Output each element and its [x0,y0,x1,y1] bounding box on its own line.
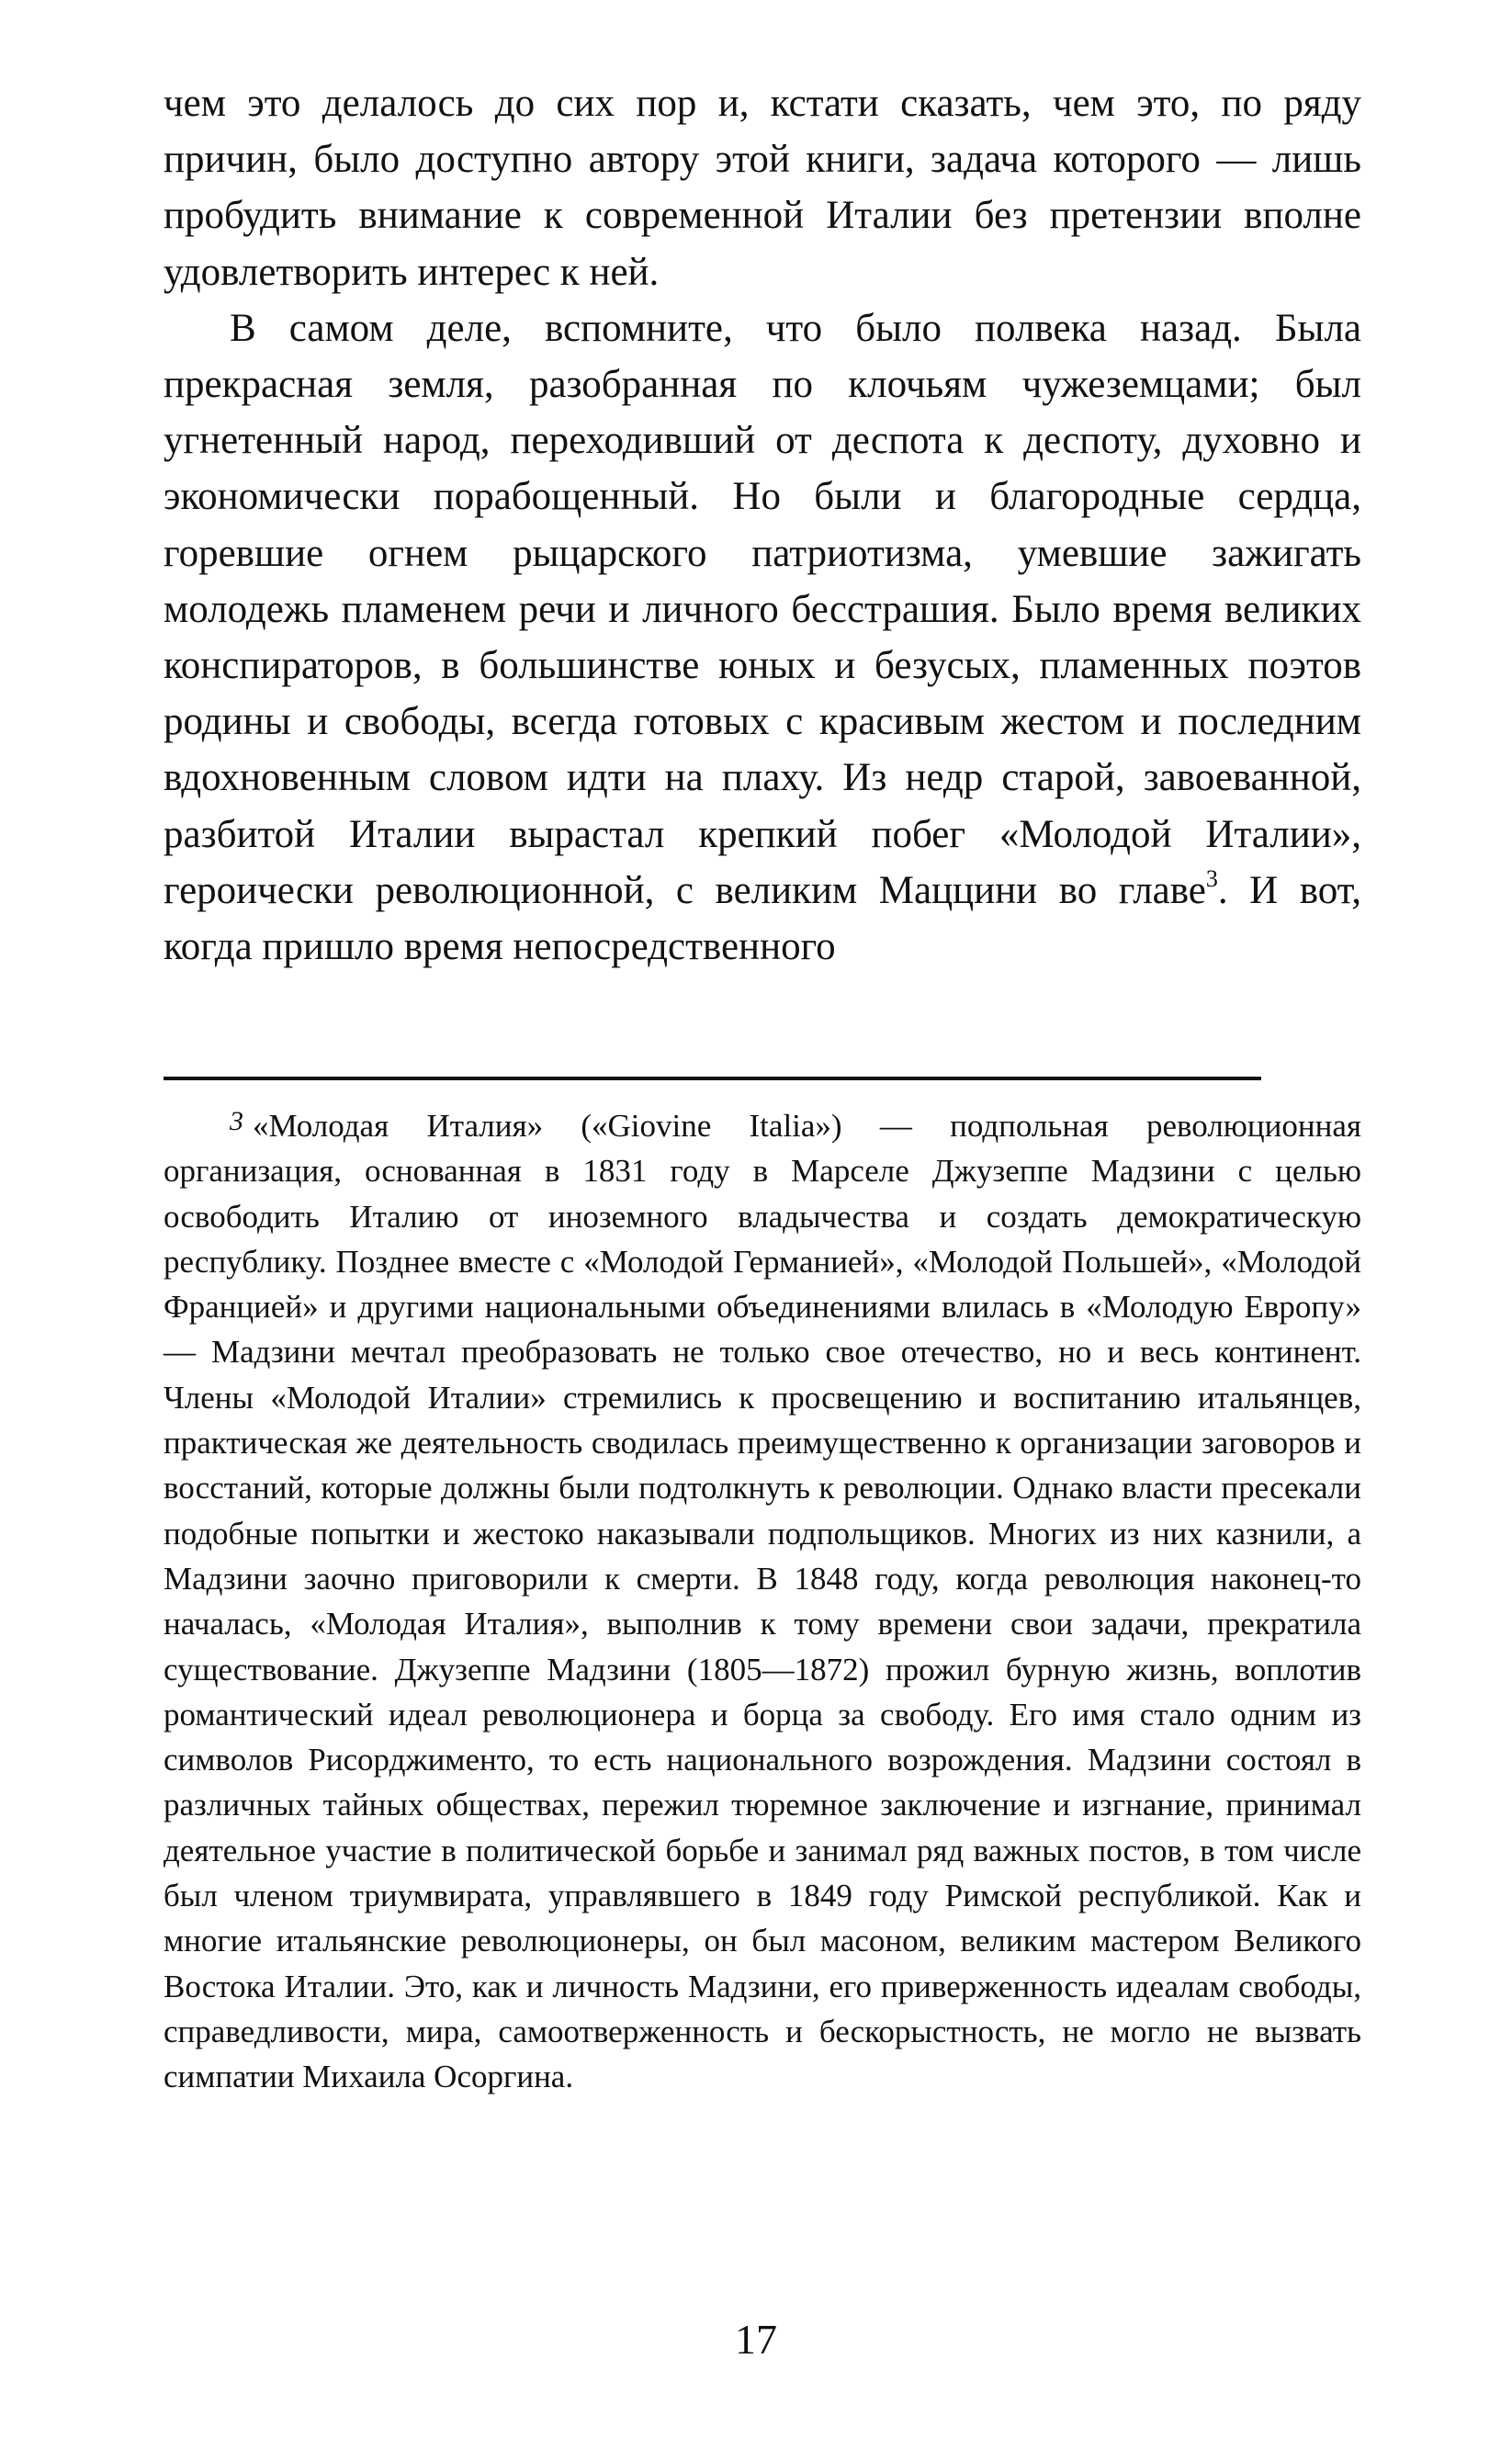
body-paragraph-2-text: В самом деле, вспомните, что было полвека назад. Была прекрасная земля, разобранная по клочьям чужеземцами; был угнетенный народ, переходивший от деспота к деспоту, духовно и экономически порабощенный. Но были и благородные сердца, горевшие огнем рыцарского патриотизма, умевшие зажигать молодежь пламенем речи и личного бесстрашия. Было время великих конспираторов, в большинстве юных и безусых, пламенных поэтов родины и свободы, всегда готовых с красивым жестом и последним вдохновенным словом идти на плаху. Из недр старой, завоеванной, разбитой Италии вырастал крепкий побег «Молодой Италии», героически революционной, с великим Маццини во главе [164,306,1361,912]
body-paragraph-1: чем это делалось до сих пор и, кстати сказать, чем это, по ряду причин, было доступно автору этой книги, задача которого — лишь пробудить внимание к современной Италии без претензии вполне удовлетворить интерес к ней. [164,82,1361,294]
footnote [164,1099,1361,2100]
footnote-reference[interactable]: 3 [1205,864,1218,892]
body-paragraph-2-tail: . И вот, когда пришло время непосредственного [164,868,1361,969]
page-number: 17 [735,2316,777,2363]
footnote-text: «Молодая Италия» («Giovine Italia») — подпольная революционная организация, основанная в 1831 году в Марселе Джузеппе Мадзини с целью освободить Италию от иноземного владычества и создать демократическую республику. Позднее вместе с «Молодой Германией», «Молодой Польшей», «Молодой Францией» и другими национальными объединениями влилась в «Молодую Европу» — Мадзини мечтал преобразовать не только свое отечество, но и весь континент. Члены «Молодой Италии» стремились к просвещению и воспитанию итальянцев, практическая же деятельность сводилась преимущественно к организации заговоров и восстаний, которые должны были подтолкнуть к революции. Однако власти пресекали подобные попытки и жестоко наказывали подпольщиков. Многих из них казнили, а Мадзини заочно приговорили к смерти. В 1848 году, когда революция наконец-то началась, «Молодая Италия», выполнив к тому времени свои задачи, прекратила существование. Джузеппе Мадзини (1805—1872) прожил бурную жизнь, воплотив романтический идеал революционера и борца за свободу. Его имя стало одним из символов Рисорджименто, то есть национального возрождения. Мадзини состоял в различных тайных обществах, пережил тюремное заключение и изгнание, принимал деятельное участие в политической борьбе и занимал ряд важных постов, в том числе был членом триумвирата, управлявшего в 1849 году Римской республикой. Как и многие итальянские революционеры, он был масоном, великим мастером Великого Востока Италии. Это, как и личность Мадзини, его приверженность идеалам свободы, справедливости, мира, самоотверженность и бескорыстность, не могло не вызвать симпатии Михаила Осоргина. [164,1108,1361,2095]
body-paragraph-2 [164,300,1361,975]
footnote-marker: 3 [230,1106,243,1136]
main-text [164,75,1361,975]
footnote-paragraph [164,1099,1361,2100]
footnote-separator [164,1077,1261,1080]
